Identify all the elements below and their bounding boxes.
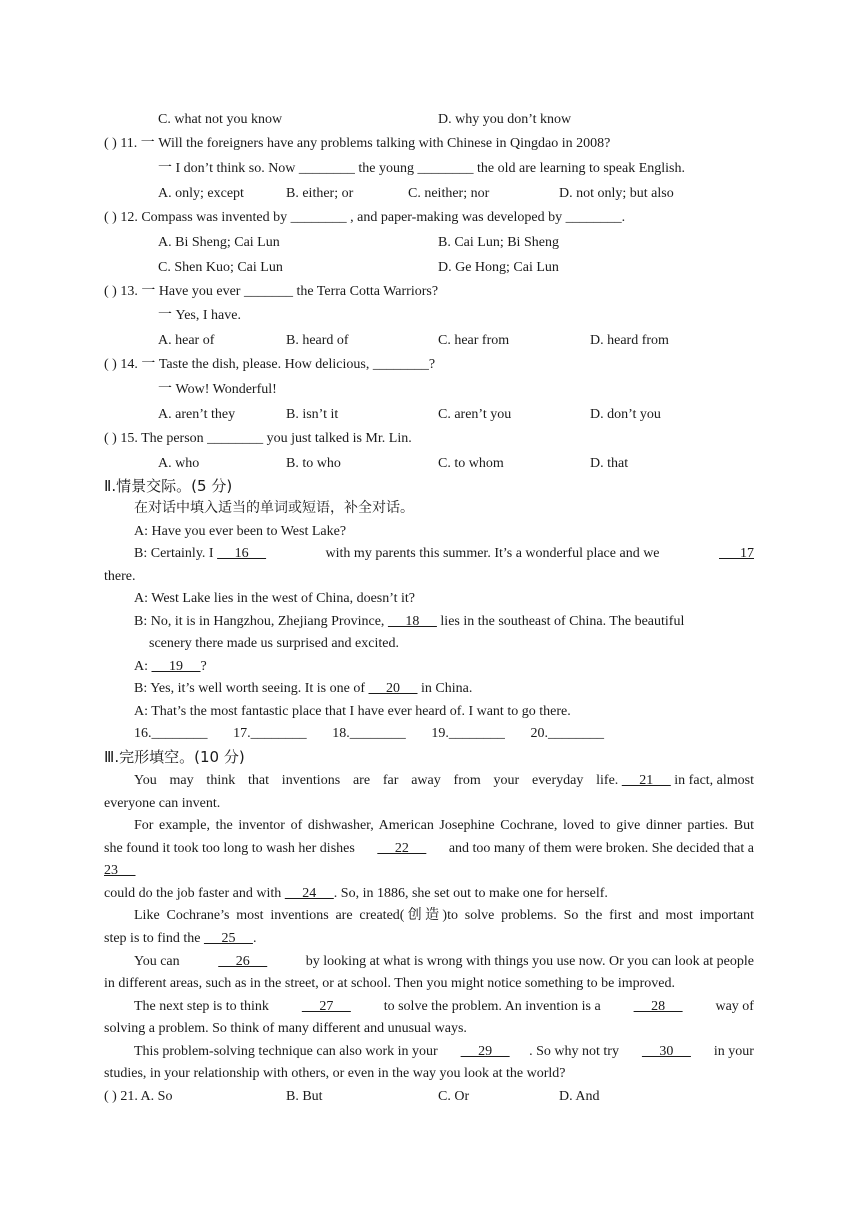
- answer-18[interactable]: 18.________: [332, 726, 406, 741]
- q11-option-b: B. either; or: [286, 186, 354, 201]
- q14-option-d: D. don’t you: [590, 407, 661, 422]
- q14-option-b: B. isn’t it: [286, 407, 339, 422]
- answer-17[interactable]: 17.________: [233, 726, 307, 741]
- q12-option-a: A. Bi Sheng; Cai Lun: [158, 235, 280, 250]
- cloze-p2-line2: she found it took too long to wash her dishes 22 and too many of them were broken. She decided that a: [104, 841, 754, 856]
- blank-30[interactable]: 30: [641, 1044, 691, 1059]
- dialog-line-6: B: Yes, it’s well worth seeing. It is one of 20 in China.: [134, 681, 473, 696]
- q15-option-a: A. who: [158, 456, 200, 471]
- cloze-p3-line1: Like Cochrane’s most inventions are created(创造)to solve problems. So the first and most important: [134, 908, 754, 923]
- q12-option-b: B. Cai Lun; Bi Sheng: [438, 235, 559, 250]
- dialog-line-5: A: 19 ?: [134, 659, 207, 674]
- blank-18[interactable]: 18: [387, 614, 437, 629]
- q21-stem-option-a: ( ) 21. A. So: [104, 1089, 173, 1104]
- dialog-line-7: A: That’s the most fantastic place that I have ever heard of. I want to go there.: [134, 704, 571, 719]
- q14-option-c: C. aren’t you: [438, 407, 512, 422]
- section-3-title: Ⅲ.完形填空。(10 分): [104, 748, 245, 766]
- blank-21[interactable]: 21: [621, 773, 671, 788]
- cloze-p5-line1: The next step is to think 27 to solve the problem. An invention is a 28 way of: [134, 999, 754, 1014]
- q12-stem: ( ) 12. Compass was invented by ________ , and paper-making was developed by ________.: [104, 210, 626, 225]
- q21-option-d: D. And: [559, 1089, 600, 1104]
- blank-20[interactable]: 20: [368, 681, 418, 696]
- answer-20[interactable]: 20.________: [530, 726, 604, 741]
- q15-option-b: B. to who: [286, 456, 341, 471]
- cloze-p4-line1: You can 26 by looking at what is wrong with things you use now. Or you can look at people: [134, 954, 754, 969]
- dialog-line-4-cont: scenery there made us surprised and excited.: [149, 636, 399, 651]
- cloze-p2-line1: For example, the inventor of dishwasher, American Josephine Cochrane, loved to give dinner parties. But: [134, 818, 754, 833]
- q11-option-a: A. only; except: [158, 186, 244, 201]
- blank-16[interactable]: 16: [217, 546, 267, 561]
- blank-17[interactable]: 17: [719, 546, 754, 561]
- cloze-p2-line3: could do the job faster and with 24 . So, in 1886, she set out to make one for herself.: [104, 886, 608, 901]
- answer-16[interactable]: 16.________: [134, 726, 208, 741]
- q13-option-c: C. hear from: [438, 333, 510, 348]
- q10-option-d: D. why you don’t know: [438, 112, 572, 127]
- q21-option-b: B. But: [286, 1089, 323, 1104]
- q11-stem: ( ) 11. 一 Will the foreigners have any problems talking with Chinese in Qingdao in 2008?: [104, 136, 611, 151]
- q13-option-a: A. hear of: [158, 333, 215, 348]
- section-2-instructions: 在对话中填入适当的单词或短语，补全对话。: [134, 501, 414, 516]
- q15-option-d: D. that: [590, 456, 629, 471]
- q14-reply: 一 Wow! Wonderful!: [158, 382, 277, 397]
- cloze-p1-line1: You may think that inventions are far away from your everyday life. 21 in fact, almost: [134, 773, 754, 788]
- dialog-line-1: A: Have you ever been to West Lake?: [134, 524, 347, 539]
- blank-22[interactable]: 22: [377, 841, 427, 856]
- q12-option-c: C. Shen Kuo; Cai Lun: [158, 260, 283, 275]
- q21-option-c: C. Or: [438, 1089, 470, 1104]
- q12-option-d: D. Ge Hong; Cai Lun: [438, 260, 559, 275]
- blank-29[interactable]: 29: [460, 1044, 510, 1059]
- cloze-p4-line2: in different areas, such as in the street, or at school. Then you might notice something to be improved.: [104, 976, 676, 991]
- cloze-p6-line1: This problem-solving technique can also work in your 29 . So why not try 30 in your: [134, 1044, 754, 1059]
- dialog-line-4: B: No, it is in Hangzhou, Zhejiang Province, 18 lies in the southeast of China. The beautiful: [134, 614, 685, 629]
- q11-reply: 一 I don’t think so. Now ________ the young ________ the old are learning to speak English.: [158, 161, 686, 176]
- answer-19[interactable]: 19.________: [431, 726, 505, 741]
- blank-24[interactable]: 24: [284, 886, 334, 901]
- cloze-p6-line2: studies, in your relationship with others, or even in the way you look at the world?: [104, 1066, 566, 1081]
- q14-option-a: A. aren’t they: [158, 407, 236, 422]
- section-2-title: Ⅱ.情景交际。(5 分): [104, 477, 233, 495]
- dialog-line-2: B: Certainly. I 16 with my parents this summer. It’s a wonderful place and we 17: [134, 546, 754, 561]
- blank-19[interactable]: 19: [151, 659, 201, 674]
- q10-option-c: C. what not you know: [158, 112, 283, 127]
- answer-row: [134, 725, 604, 743]
- blank-28[interactable]: 28: [633, 999, 683, 1014]
- q13-reply: 一 Yes, I have.: [158, 308, 241, 323]
- blank-25[interactable]: 25: [203, 931, 253, 946]
- cloze-p3-line2: step is to find the 25 .: [104, 931, 257, 946]
- dialog-line-3: A: West Lake lies in the west of China, doesn’t it?: [134, 591, 416, 606]
- dialog-line-2-cont: there.: [104, 569, 136, 584]
- cloze-p1-line2: everyone can invent.: [104, 796, 221, 811]
- q15-stem: ( ) 15. The person ________ you just talked is Mr. Lin.: [104, 431, 412, 446]
- q11-option-c: C. neither; nor: [408, 186, 490, 201]
- q13-option-b: B. heard of: [286, 333, 349, 348]
- q11-option-d: D. not only; but also: [559, 186, 674, 201]
- q13-option-d: D. heard from: [590, 333, 669, 348]
- q13-stem: ( ) 13. 一 Have you ever _______ the Terra Cotta Warriors?: [104, 284, 439, 299]
- blank-23[interactable]: 23: [104, 863, 136, 878]
- blank-27[interactable]: 27: [301, 999, 351, 1014]
- q15-option-c: C. to whom: [438, 456, 504, 471]
- blank-26[interactable]: 26: [218, 954, 268, 969]
- cloze-p5-line2: solving a problem. So think of many different and unusual ways.: [104, 1021, 467, 1036]
- q14-stem: ( ) 14. 一 Taste the dish, please. How delicious, ________?: [104, 357, 436, 372]
